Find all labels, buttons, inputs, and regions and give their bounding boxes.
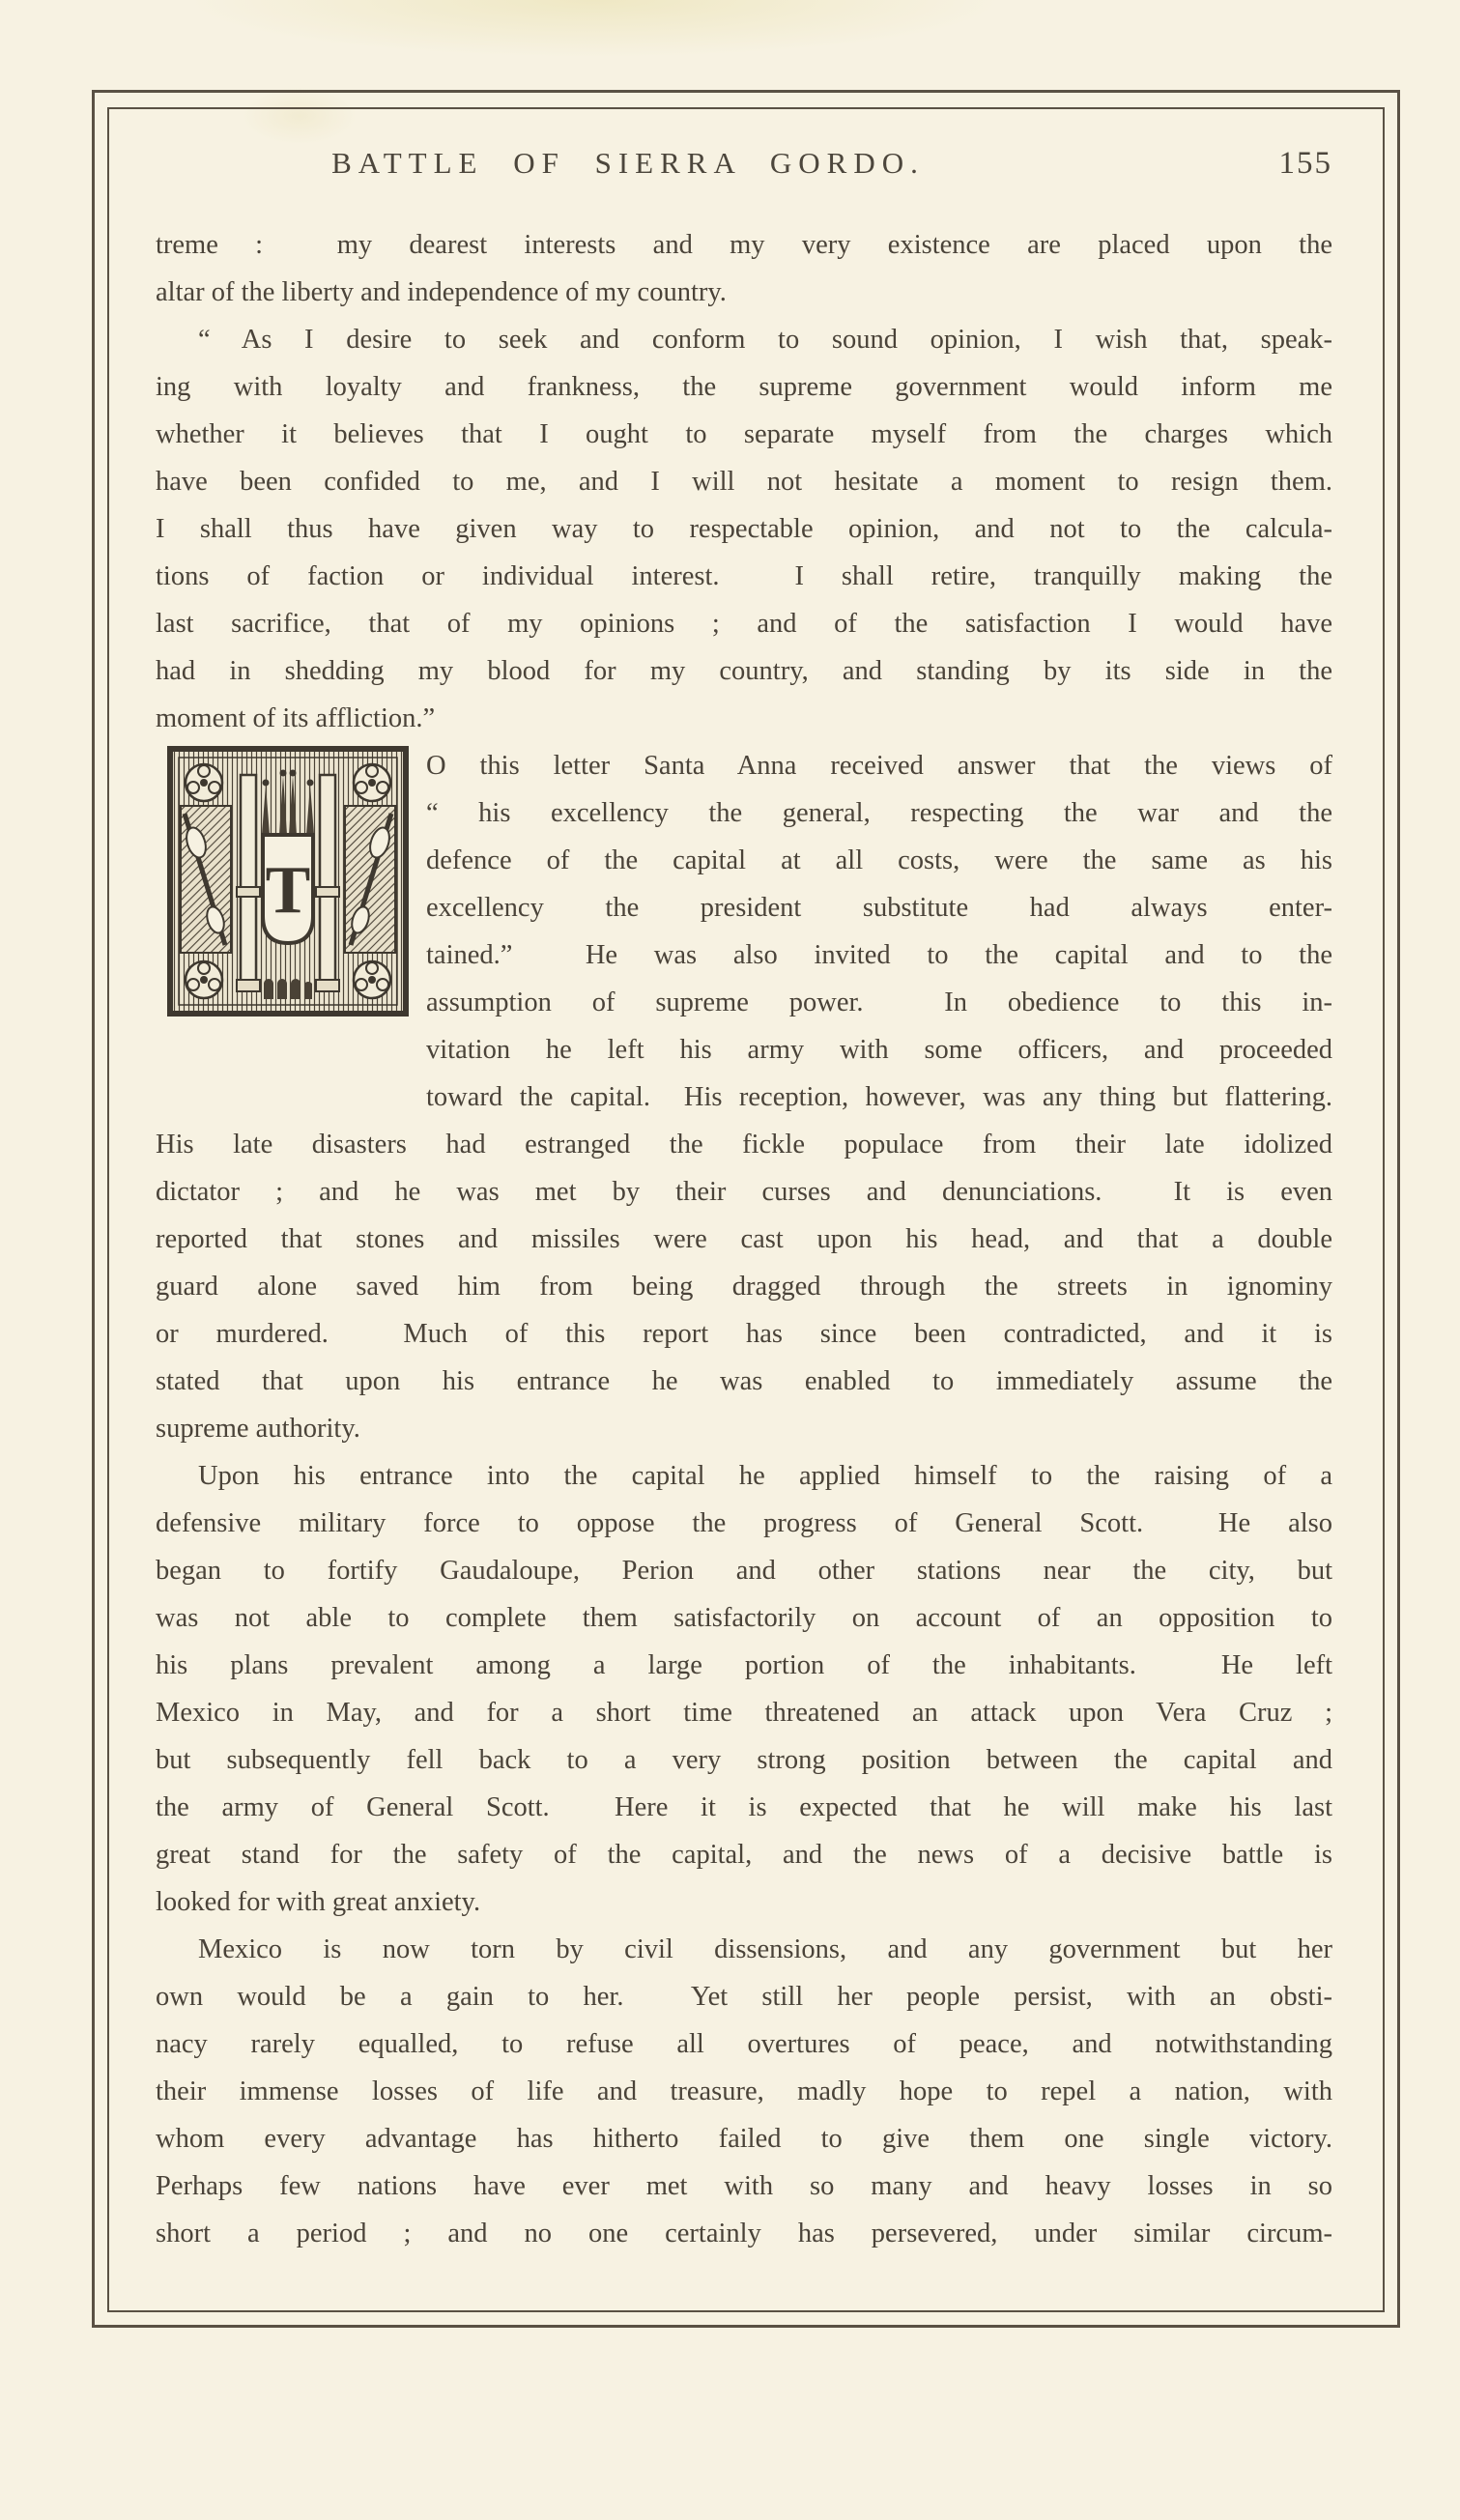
text-line: O this letter Santa Anna received answer that the views of [426, 751, 1332, 781]
text-line: altar of the liberty and independence of my country. [156, 277, 727, 307]
text-line: guard alone saved him from being dragged through the streets in ignominy [156, 1272, 1332, 1302]
page-content [111, 111, 1381, 2308]
text-line: their immense losses of life and treasure, madly hope to repel a nation, with [156, 2076, 1332, 2106]
paragraph [156, 221, 1332, 316]
text-line: “ As I desire to seek and conform to sound opinion, I wish that, speak- [198, 325, 1332, 355]
rosette-bottom-right [354, 961, 390, 998]
text-line: His late disasters had estranged the fickle populace from their late idolized [156, 1130, 1332, 1160]
paragraph [156, 316, 1332, 742]
text-line: toward the capital. His reception, however, was any thing but flattering. [426, 1082, 1332, 1112]
woodcut-initial-T-icon [167, 746, 409, 1017]
paragraph [156, 1926, 1332, 2257]
text-line: assumption of supreme power. In obedience to this in- [426, 988, 1332, 1017]
text-line: excellency the president substitute had always enter- [426, 893, 1332, 923]
text-line: looked for with great anxiety. [156, 1887, 481, 1917]
text-line: “ his excellency the general, respecting the war and the [426, 798, 1332, 828]
dropcap-letter: T [265, 853, 311, 928]
text-line: began to fortify Gaudaloupe, Perion and other stations near the city, but [156, 1556, 1332, 1586]
text-line: nacy rarely equalled, to refuse all overtures of peace, and notwithstanding [156, 2029, 1332, 2059]
rosette-top-right [354, 764, 390, 801]
text-line: his plans prevalent among a large portion of the inhabitants. He left [156, 1650, 1332, 1680]
text-line: have been confided to me, and I will not hesitate a moment to resign them. [156, 467, 1332, 497]
text-line: treme : my dearest interests and my very existence are placed upon the [156, 230, 1332, 260]
page-number: 155 [1278, 146, 1332, 181]
text-line: defensive military force to oppose the progress of General Scott. He also [156, 1508, 1332, 1538]
text-line: had in shedding my blood for my country, and standing by its side in the [156, 656, 1332, 686]
text-line: supreme authority. [156, 1414, 360, 1444]
text-line: reported that stones and missiles were cast upon his head, and that a double [156, 1224, 1332, 1254]
text-line: own would be a gain to her. Yet still her people persist, with an obsti- [156, 1982, 1332, 2012]
text-line: whom every advantage has hitherto failed to give them one single victory. [156, 2124, 1332, 2154]
text-line: defence of the capital at all costs, were the same as his [426, 845, 1332, 875]
text-line: I shall thus have given way to respectable opinion, and not to the calcula- [156, 514, 1332, 544]
text-line: Upon his entrance into the capital he applied himself to the raising of a [198, 1461, 1332, 1491]
text-line: Perhaps few nations have ever met with so many and heavy losses in so [156, 2171, 1332, 2201]
page-showthrough-ghosting [184, 0, 1005, 58]
page-frame-inner [107, 107, 1385, 2312]
text-line: short a period ; and no one certainly has persevered, under similar circum- [156, 2219, 1332, 2248]
text-line: dictator ; and he was met by their curses and denunciations. It is even [156, 1177, 1332, 1207]
text-line: tained.” He was also invited to the capital and to the [426, 940, 1332, 970]
running-head-title: BATTLE OF SIERRA GORDO. [331, 146, 925, 180]
text-line: tions of faction or individual interest. I shall retire, tranquilly making the [156, 561, 1332, 591]
text-line: great stand for the safety of the capital, and the news of a decisive battle is [156, 1840, 1332, 1870]
text-line: ing with loyalty and frankness, the supreme government would inform me [156, 372, 1332, 402]
paragraph [156, 742, 1332, 1452]
text-line: vitation he left his army with some officers, and proceeded [426, 1035, 1332, 1065]
text-line: was not able to complete them satisfactorily on account of an opposition to [156, 1603, 1332, 1633]
text-body [156, 221, 1332, 2257]
text-line: or murdered. Much of this report has since been contradicted, and it is [156, 1319, 1332, 1349]
text-line: stated that upon his entrance he was enabled to immediately assume the [156, 1366, 1332, 1396]
dropcap-initial [167, 746, 409, 1074]
page-header [156, 146, 1332, 198]
text-line: but subsequently fell back to a very strong position between the capital and [156, 1745, 1332, 1775]
text-line: Mexico in May, and for a short time threatened an attack upon Vera Cruz ; [156, 1698, 1332, 1728]
text-line: last sacrifice, that of my opinions ; and of the satisfaction I would have [156, 609, 1332, 639]
rosette-top-left [186, 764, 222, 801]
text-line: whether it believes that I ought to separate myself from the charges which [156, 419, 1332, 449]
paragraph [156, 1452, 1332, 1926]
page-frame-outer [92, 90, 1400, 2328]
text-line: the army of General Scott. Here it is expected that he will make his last [156, 1792, 1332, 1822]
text-line: moment of its affliction.” [156, 703, 436, 733]
rosette-bottom-left [186, 961, 222, 998]
text-line: Mexico is now torn by civil dissensions, and any government but her [198, 1934, 1332, 1964]
